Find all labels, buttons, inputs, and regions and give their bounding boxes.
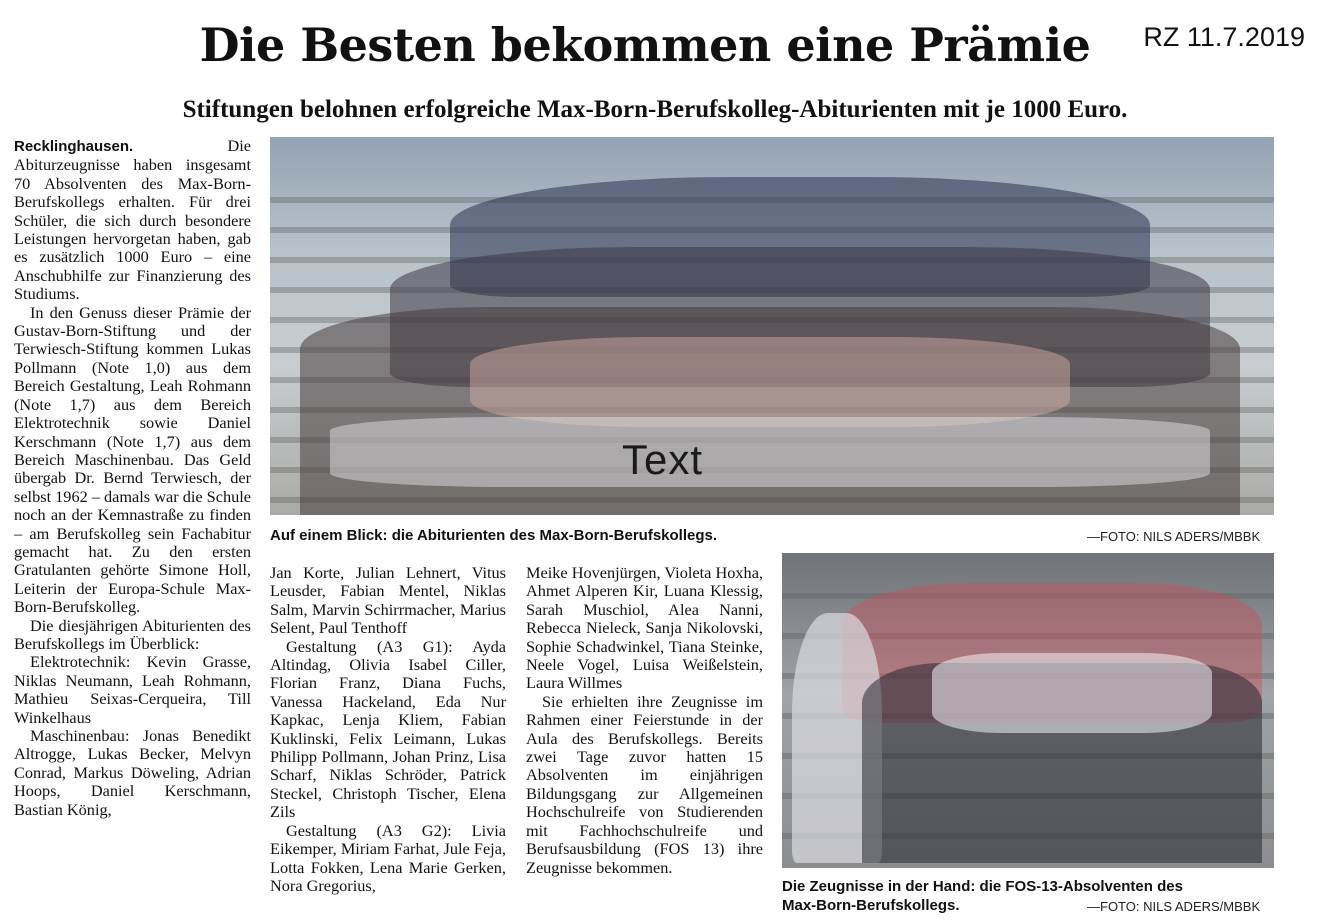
main-photo-caption: Auf einem Blick: die Abiturienten des Max-Born-Berufskollegs. [270, 527, 718, 544]
second-photo-credit: —FOTO: NILS ADERS/MBBK [1087, 899, 1261, 914]
group-photo-fos13 [782, 553, 1274, 868]
main-photo-credit: —FOTO: NILS ADERS/MBBK [1087, 529, 1261, 544]
paragraph: Jan Korte, Julian Lehnert, Vitus Leusder, Fabian Mentel, Niklas Salm, Marvin Schirrmacher, Marius Selent, Paul Tenthoff [270, 563, 506, 638]
headline: Die Besten bekommen eine Prämie [199, 18, 1091, 72]
second-photo-caption-line2: Max-Born-Berufskollegs. [782, 897, 960, 914]
article-column-3 [526, 564, 763, 877]
paragraph: Gestaltung (A3 G2): Livia Eikemper, Miriam Farhat, Jule Feja, Lotta Fokken, Lena Marie Gerken, Nora Gregorius, [270, 820, 506, 895]
paragraph: Sie erhielten ihre Zeugnisse im Rahmen einer Feierstunde in der Aula des Berufskollegs. Bereits zwei Tage zuvor hatten 15 Absolventen im einjährigen Bildungsgang zur Allgemeinen Hochschulreife von Studierenden mit Fachhochschulreife und Berufsausbildung (FOS 13) ihre Zeugnisse bekommen. [526, 691, 763, 877]
paragraph [14, 137, 251, 304]
second-photo-caption-line1: Die Zeugnisse in der Hand: die FOS-13-Absolventen des [782, 878, 1183, 895]
paragraph: Gestaltung (A3 G1): Ayda Altindag, Olivia Isabel Ciller, Florian Franz, Diana Fuchs, Vanessa Hackeland, Eda Nur Kapkac, Lenja Kliem, Fabian Kuklinski, Felix Leimann, Lukas Philipp Pollmann, Johan Prinz, Lisa Scharf, Niklas Schröder, Patrick Steckel, Christoph Tischer, Elena Zils [270, 636, 506, 822]
paragraph: Meike Hovenjürgen, Violeta Hoxha, Ahmet Alperen Kir, Luana Klessig, Sarah Muschiol, Alea Nanni, Rebecca Nieleck, Sanja Nikolovski, Sophie Schadwinkel, Tiana Steinke, Neele Vogel, Luisa Weißelstein, Laura Willmes [526, 563, 763, 693]
group-photo-main [270, 137, 1274, 515]
subheadline: Stiftungen belohnen erfolgreiche Max-Born-Berufskolleg-Abiturienten mit je 1000 Euro. [182, 96, 1128, 123]
paragraph: In den Genuss dieser Prämie der Gustav-Born-Stiftung und der Terwiesch-Stiftung kommen Lukas Pollmann (Note 1,0) aus dem Bereich Gestaltung, Leah Rohmann (Note 1,7) aus dem Bereich Elektrotechnik sowie Daniel Kerschmann (Note 1,7) aus dem Bereich Maschinenbau. Das Geld übergab Dr. Bernd Terwiesch, der selbst 1962 – damals war die Schule noch an der Kemnastraße zu finden – am Berufskolleg sein Fachabitur gemacht hat. Zu den ersten Gratulanten gehörte Simone Holl, Leiterin der Europa-Schule Max-Born-Berufskolleg. [14, 302, 251, 617]
paragraph: Die diesjährigen Abiturienten des Berufskollegs im Überblick: [14, 615, 251, 653]
dateline: Recklinghausen. [14, 138, 134, 155]
paragraph: Elektrotechnik: Kevin Grasse, Niklas Neumann, Leah Rohmann, Mathieu Seixas-Cerqueira, Till Winkelhaus [14, 652, 251, 727]
paragraph: Maschinenbau: Jonas Benedikt Altrogge, Lukas Becker, Melvyn Conrad, Markus Döweling, Adrian Hoops, Daniel Kerschmann, Bastian König, [14, 726, 251, 819]
article-column-1 [14, 137, 251, 819]
article-column-2 [270, 564, 506, 895]
date-stamp: RZ 11.7.2019 [1143, 22, 1305, 52]
intro-text: Die Abiturzeugnisse haben insgesamt 70 Absolventen des Max-Born-Berufskollegs erhalten. Für drei Schüler, die sich durch besondere Leistungen hervorgetan haben, gab es zusätzlich 1000 Euro – eine Anschubhilfe zur Finanzierung des Studiums. [14, 136, 251, 304]
photo-overlay-text: Text [622, 436, 704, 483]
